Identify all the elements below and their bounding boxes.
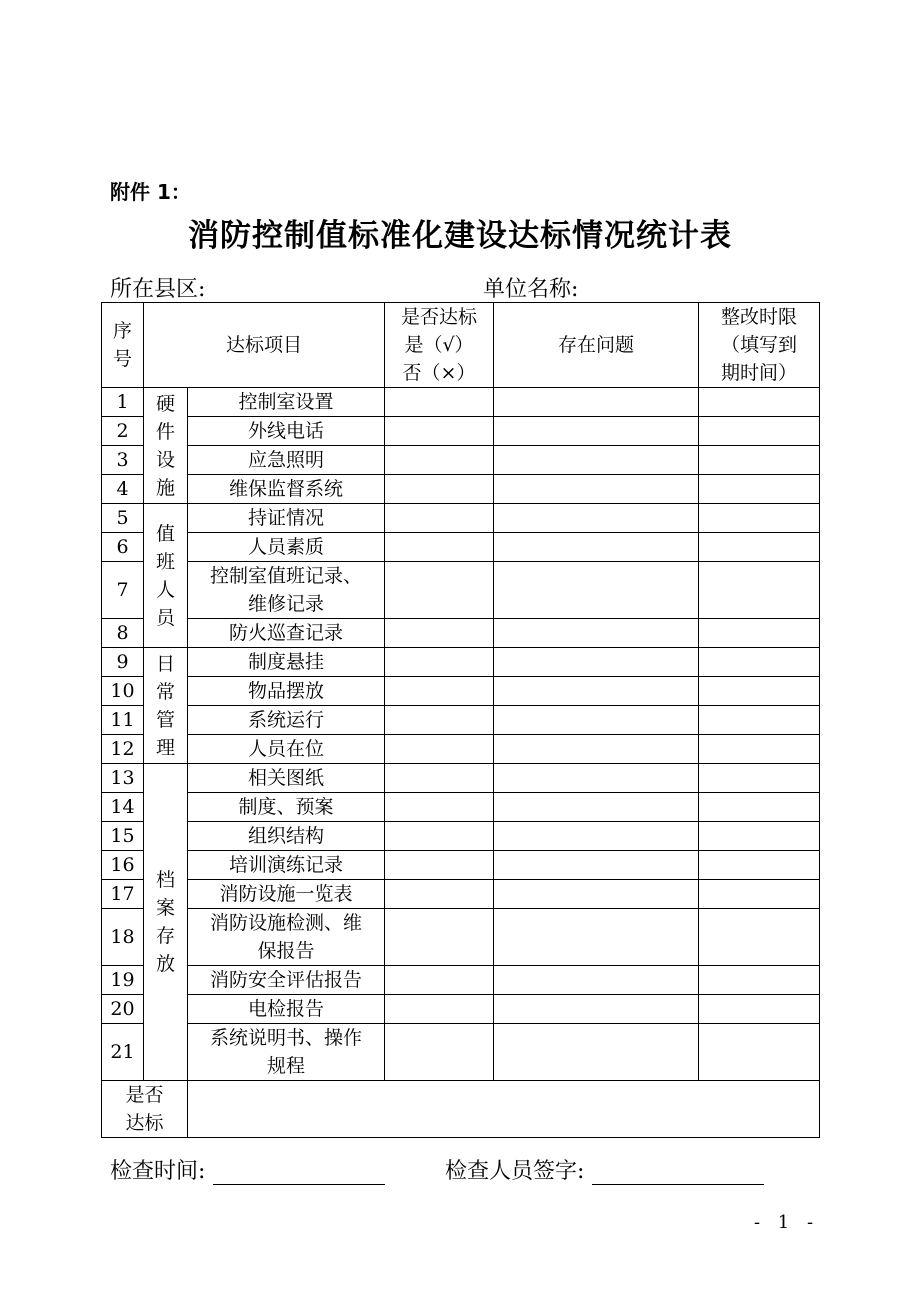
row-number: 11 (102, 706, 144, 735)
row-issue-cell[interactable] (494, 475, 699, 504)
summary-row (102, 1081, 820, 1138)
compliance-table (101, 302, 820, 1138)
summary-label: 是否 达标 (102, 1081, 188, 1138)
table-row (102, 533, 820, 562)
row-deadline-cell[interactable] (699, 417, 820, 446)
row-deadline-cell[interactable] (699, 1024, 820, 1081)
row-issue-cell[interactable] (494, 995, 699, 1024)
row-item: 电检报告 (188, 995, 385, 1024)
row-item: 外线电话 (188, 417, 385, 446)
inspector-blank[interactable] (592, 1162, 764, 1185)
row-issue-cell[interactable] (494, 793, 699, 822)
row-check-cell[interactable] (385, 388, 494, 417)
header-check: 是否达标 是（√） 否（×） (385, 303, 494, 388)
row-deadline-cell[interactable] (699, 388, 820, 417)
row-item: 系统运行 (188, 706, 385, 735)
row-issue-cell[interactable] (494, 909, 699, 966)
table-row (102, 880, 820, 909)
row-item: 系统说明书、操作 规程 (188, 1024, 385, 1081)
table-row (102, 619, 820, 648)
row-item: 防火巡查记录 (188, 619, 385, 648)
row-deadline-cell[interactable] (699, 648, 820, 677)
table-row (102, 388, 820, 417)
row-deadline-cell[interactable] (699, 793, 820, 822)
row-item: 物品摆放 (188, 677, 385, 706)
row-check-cell[interactable] (385, 417, 494, 446)
row-check-cell[interactable] (385, 995, 494, 1024)
row-issue-cell[interactable] (494, 764, 699, 793)
table-row (102, 909, 820, 966)
row-issue-cell[interactable] (494, 735, 699, 764)
row-number: 13 (102, 764, 144, 793)
table-header-row (102, 303, 820, 388)
row-check-cell[interactable] (385, 533, 494, 562)
row-check-cell[interactable] (385, 1024, 494, 1081)
row-number: 1 (102, 388, 144, 417)
row-issue-cell[interactable] (494, 1024, 699, 1081)
check-time-blank[interactable] (213, 1162, 385, 1185)
table-row (102, 851, 820, 880)
table-row (102, 764, 820, 793)
row-issue-cell[interactable] (494, 706, 699, 735)
table-row (102, 562, 820, 619)
row-item: 消防设施检测、维 保报告 (188, 909, 385, 966)
row-check-cell[interactable] (385, 764, 494, 793)
table-row (102, 706, 820, 735)
row-issue-cell[interactable] (494, 504, 699, 533)
row-issue-cell[interactable] (494, 851, 699, 880)
table-row (102, 417, 820, 446)
row-check-cell[interactable] (385, 735, 494, 764)
row-deadline-cell[interactable] (699, 966, 820, 995)
table-row (102, 966, 820, 995)
page-title: 消防控制值标准化建设达标情况统计表 (188, 218, 732, 254)
row-number: 3 (102, 446, 144, 475)
category-hardware: 硬 件 设 施 (144, 388, 188, 504)
row-item: 组织结构 (188, 822, 385, 851)
row-check-cell[interactable] (385, 504, 494, 533)
row-issue-cell[interactable] (494, 619, 699, 648)
row-item: 控制室设置 (188, 388, 385, 417)
table-row (102, 995, 820, 1024)
row-issue-cell[interactable] (494, 388, 699, 417)
inspector-label: 检查人员签字: (445, 1159, 585, 1184)
row-number: 21 (102, 1024, 144, 1081)
table-row (102, 793, 820, 822)
page-number: - 1 - (754, 1212, 820, 1233)
row-deadline-cell[interactable] (699, 822, 820, 851)
row-item: 控制室值班记录、 维修记录 (188, 562, 385, 619)
row-issue-cell[interactable] (494, 822, 699, 851)
row-number: 2 (102, 417, 144, 446)
row-issue-cell[interactable] (494, 880, 699, 909)
row-issue-cell[interactable] (494, 677, 699, 706)
row-issue-cell[interactable] (494, 966, 699, 995)
row-check-cell[interactable] (385, 909, 494, 966)
row-issue-cell[interactable] (494, 446, 699, 475)
row-check-cell[interactable] (385, 851, 494, 880)
attachment-label: 附件 1： (110, 180, 191, 204)
header-item: 达标项目 (144, 303, 385, 388)
table-row (102, 446, 820, 475)
header-issue: 存在问题 (494, 303, 699, 388)
row-number: 20 (102, 995, 144, 1024)
table-row (102, 822, 820, 851)
row-number: 14 (102, 793, 144, 822)
row-check-cell[interactable] (385, 966, 494, 995)
category-staff: 值 班 人 员 (144, 504, 188, 648)
table-row (102, 677, 820, 706)
row-deadline-cell[interactable] (699, 706, 820, 735)
row-item: 消防安全评估报告 (188, 966, 385, 995)
table-row (102, 1024, 820, 1081)
row-item: 培训演练记录 (188, 851, 385, 880)
row-number: 6 (102, 533, 144, 562)
row-deadline-cell[interactable] (699, 909, 820, 966)
row-deadline-cell[interactable] (699, 619, 820, 648)
row-number: 15 (102, 822, 144, 851)
summary-value-cell[interactable] (188, 1081, 820, 1138)
inspector-field (445, 1154, 764, 1185)
unit-field (483, 272, 758, 303)
unit-blank[interactable] (586, 280, 758, 303)
category-archive: 档 案 存 放 (144, 764, 188, 1081)
row-item: 维保监督系统 (188, 475, 385, 504)
row-deadline-cell[interactable] (699, 562, 820, 619)
row-issue-cell[interactable] (494, 533, 699, 562)
row-check-cell[interactable] (385, 619, 494, 648)
row-item: 消防设施一览表 (188, 880, 385, 909)
row-number: 10 (102, 677, 144, 706)
row-deadline-cell[interactable] (699, 851, 820, 880)
row-issue-cell[interactable] (494, 417, 699, 446)
row-issue-cell[interactable] (494, 648, 699, 677)
row-item: 制度、预案 (188, 793, 385, 822)
row-check-cell[interactable] (385, 677, 494, 706)
county-label: 所在县区: (110, 277, 206, 302)
row-number: 5 (102, 504, 144, 533)
row-check-cell[interactable] (385, 562, 494, 619)
row-number: 4 (102, 475, 144, 504)
county-blank[interactable] (213, 280, 371, 303)
row-check-cell[interactable] (385, 822, 494, 851)
table-row (102, 735, 820, 764)
row-check-cell[interactable] (385, 706, 494, 735)
row-check-cell[interactable] (385, 793, 494, 822)
row-item: 相关图纸 (188, 764, 385, 793)
row-number: 12 (102, 735, 144, 764)
row-check-cell[interactable] (385, 446, 494, 475)
row-item: 人员素质 (188, 533, 385, 562)
row-number: 7 (102, 562, 144, 619)
row-number: 9 (102, 648, 144, 677)
county-field (110, 272, 371, 303)
table-row (102, 475, 820, 504)
row-deadline-cell[interactable] (699, 677, 820, 706)
row-number: 18 (102, 909, 144, 966)
row-item: 制度悬挂 (188, 648, 385, 677)
table-row (102, 648, 820, 677)
row-deadline-cell[interactable] (699, 504, 820, 533)
row-number: 16 (102, 851, 144, 880)
header-seq: 序 号 (102, 303, 144, 388)
table-row (102, 504, 820, 533)
row-item: 人员在位 (188, 735, 385, 764)
row-number: 17 (102, 880, 144, 909)
row-issue-cell[interactable] (494, 562, 699, 619)
row-item: 持证情况 (188, 504, 385, 533)
unit-label: 单位名称: (483, 277, 579, 302)
row-number: 19 (102, 966, 144, 995)
row-number: 8 (102, 619, 144, 648)
row-deadline-cell[interactable] (699, 735, 820, 764)
row-deadline-cell[interactable] (699, 880, 820, 909)
row-check-cell[interactable] (385, 880, 494, 909)
row-item: 应急照明 (188, 446, 385, 475)
row-deadline-cell[interactable] (699, 995, 820, 1024)
check-time-field (110, 1154, 385, 1185)
row-check-cell[interactable] (385, 648, 494, 677)
row-deadline-cell[interactable] (699, 533, 820, 562)
category-daily: 日 常 管 理 (144, 648, 188, 764)
header-deadline: 整改时限 （填写到 期时间） (699, 303, 820, 388)
row-deadline-cell[interactable] (699, 764, 820, 793)
check-time-label: 检查时间: (110, 1159, 206, 1184)
row-deadline-cell[interactable] (699, 475, 820, 504)
row-check-cell[interactable] (385, 475, 494, 504)
row-deadline-cell[interactable] (699, 446, 820, 475)
